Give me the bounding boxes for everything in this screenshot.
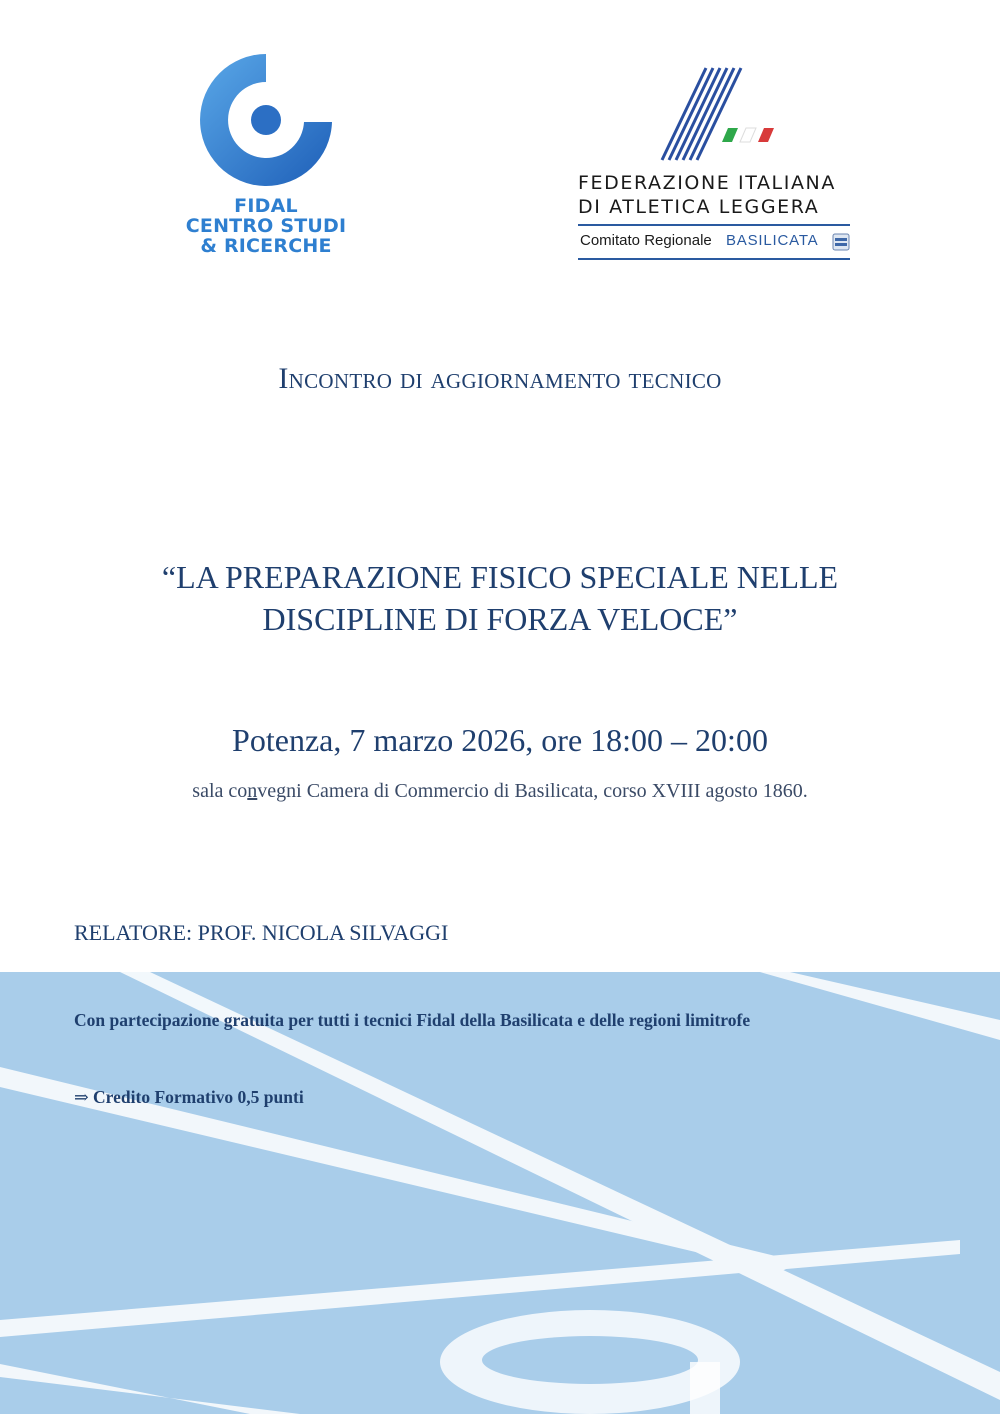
event-title	[0, 556, 1000, 640]
arrow-icon: ⇒	[74, 1087, 89, 1107]
credit-text: Credito Formativo 0,5 punti	[93, 1087, 304, 1107]
logo-divider-top	[578, 224, 850, 226]
federation-name-line1: FEDERAZIONE ITALIANA	[578, 172, 836, 194]
participation-note: Con partecipazione gratuita per tutti i tecnici Fidal della Basilicata e delle regioni limitrofe	[74, 1010, 751, 1030]
logo-text-centro-studi: CENTRO STUDI	[185, 215, 347, 237]
logo-divider-bottom	[578, 258, 850, 260]
venue-text-part2: vegni Camera di Commercio di Basilicata, corso XVIII agosto 1860.	[257, 780, 808, 802]
event-venue	[0, 780, 1000, 803]
event-title-line1: “LA PREPARAZIONE FISICO SPECIALE NELLE	[161, 559, 839, 595]
event-title-line2: DISCIPLINE DI FORZA VELOCE”	[262, 601, 738, 637]
region-label: BASILICATA	[726, 232, 819, 249]
fidal-centro-studi-logo	[176, 48, 356, 260]
runner-stripes-icon	[650, 64, 780, 164]
credit-note	[74, 1087, 304, 1108]
athletics-track-background	[0, 972, 1000, 1414]
comitato-label: Comitato Regionale	[580, 232, 712, 249]
fidal-federazione-logo	[570, 60, 860, 270]
venue-text-underlined: n	[247, 780, 258, 802]
speaker-line: RELATORE: PROF. NICOLA SILVAGGI	[74, 920, 449, 945]
federation-name-line2: DI ATLETICA LEGGERA	[578, 196, 820, 218]
region-crest-icon	[832, 233, 850, 251]
logo-text-ricerche: & RICERCHE	[200, 235, 332, 257]
event-date-time: Potenza, 7 marzo 2026, ore 18:00 – 20:00	[232, 722, 768, 758]
fidal-c-logo-icon	[186, 48, 346, 193]
venue-text-part1: sala co	[192, 780, 248, 802]
event-type-heading: Incontro di aggiornamento tecnico	[278, 362, 722, 395]
logo-text-fidal: FIDAL	[234, 195, 298, 217]
